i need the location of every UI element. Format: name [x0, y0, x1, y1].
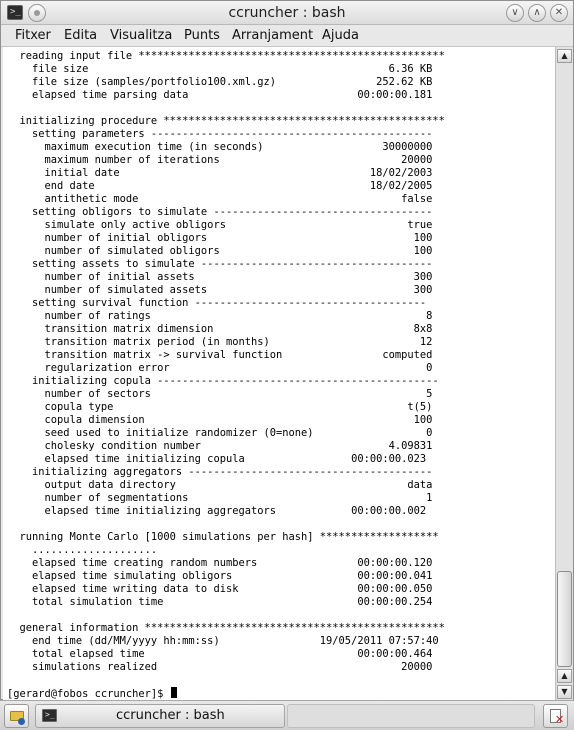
- terminal-line: number of initial obligors 100: [7, 232, 433, 244]
- terminal-line: initializing aggregators ---------------------------------------: [7, 466, 433, 478]
- terminal-line: transition matrix dimension 8x8: [7, 323, 433, 335]
- menu-bar: [1, 25, 573, 47]
- menu-edita[interactable]: Edita: [64, 28, 98, 43]
- terminal-line: [7, 609, 445, 622]
- taskbar: [0, 700, 574, 730]
- terminal-line: number of simulated obligors 100: [7, 245, 433, 257]
- terminal-line: initializing copula ---------------------------------------------: [7, 375, 439, 387]
- taskbar-empty-slot: [287, 704, 535, 728]
- terminal-line: elapsed time initializing copula 00:00:00.023: [7, 453, 427, 465]
- terminal-icon: [42, 709, 57, 722]
- scrollbar-thumb[interactable]: [557, 571, 572, 667]
- terminal-line: elapsed time creating random numbers 00:00:00.120: [7, 557, 433, 569]
- terminal-line: initial date 18/02/2003: [7, 167, 433, 179]
- maximize-button[interactable]: ∧: [528, 4, 546, 22]
- scroll-up-secondary-icon[interactable]: ▲: [557, 669, 572, 683]
- menu-ajuda[interactable]: Ajuda: [322, 28, 359, 43]
- terminal-line: seed used to initialize randomizer (0=none) 0: [7, 427, 433, 439]
- terminal-line: file size 6.36 KB: [7, 63, 433, 75]
- terminal-line: setting obligors to simulate -----------------------------------: [7, 206, 433, 218]
- taskbar-item-terminal[interactable]: [35, 704, 285, 728]
- terminal-line: [7, 674, 445, 687]
- terminal-line: [7, 518, 445, 531]
- terminal-line: number of ratings 8: [7, 310, 433, 322]
- terminal-line: transition matrix -> survival function computed: [7, 349, 433, 361]
- terminal-line: file size (samples/portfolio100.xml.gz) 252.62 KB: [7, 76, 433, 88]
- terminal-line: maximum execution time (in seconds) 30000000: [7, 141, 433, 153]
- application-launcher-button[interactable]: [4, 704, 29, 728]
- scroll-down-icon[interactable]: ▼: [557, 685, 572, 699]
- terminal-line: copula dimension 100: [7, 414, 433, 426]
- terminal-line: setting assets to simulate -------------------------------------: [7, 258, 433, 270]
- shell-prompt: [gerard@fobos ccruncher]$: [7, 688, 170, 700]
- terminal-line: simulate only active obligors true: [7, 219, 433, 231]
- terminal-prompt-line: [7, 687, 445, 700]
- terminal-line: transition matrix period (in months) 12: [7, 336, 433, 348]
- terminal-line: setting parameters ---------------------------------------------: [7, 128, 433, 140]
- terminal-line: initializing procedure *********************************************: [7, 115, 445, 127]
- terminal-line: end date 18/02/2005: [7, 180, 433, 192]
- terminal-line: elapsed time writing data to disk 00:00:00.050: [7, 583, 433, 595]
- taskbar-item-label: ccruncher : bash: [116, 708, 225, 723]
- terminal-line: total elapsed time 00:00:00.464: [7, 648, 433, 660]
- terminal-line: maximum number of iterations 20000: [7, 154, 433, 166]
- terminal-line: simulations realized 20000: [7, 661, 433, 673]
- terminal-text: [7, 50, 445, 700]
- terminal-line: [7, 102, 445, 115]
- title-bar[interactable]: [1, 1, 573, 25]
- terminal-icon-glyph: >_: [45, 710, 55, 719]
- terminal-line: number of simulated assets 300: [7, 284, 433, 296]
- terminal-line: elapsed time parsing data 00:00:00.181: [7, 89, 433, 101]
- launcher-badge-icon: [18, 718, 25, 725]
- close-button[interactable]: ✕: [550, 4, 568, 22]
- menu-fitxer[interactable]: Fitxer: [15, 28, 51, 43]
- window-title: ccruncher : bash: [228, 5, 346, 21]
- scroll-up-icon[interactable]: ▲: [557, 49, 572, 63]
- minimize-button[interactable]: ∨: [506, 4, 524, 22]
- terminal-line: antithetic mode false: [7, 193, 433, 205]
- terminal-line: elapsed time simulating obligors 00:00:00.041: [7, 570, 433, 582]
- text-cursor: [171, 687, 177, 698]
- terminal-line: regularization error 0: [7, 362, 433, 374]
- terminal-line: setting survival function -------------------------------------: [7, 297, 427, 309]
- terminal-line: total simulation time 00:00:00.254: [7, 596, 433, 608]
- terminal-app-icon-glyph: >_: [10, 7, 21, 17]
- terminal-line: reading input file *************************************************: [7, 50, 445, 62]
- terminal-line: ....................: [7, 544, 158, 556]
- terminal-line: number of segmentations 1: [7, 492, 433, 504]
- menu-arranjament[interactable]: Arranjament: [232, 28, 314, 43]
- terminal-line: general information ************************************************: [7, 622, 445, 634]
- keep-above-button[interactable]: [28, 4, 46, 22]
- terminal-line: end time (dd/MM/yyyy hh:mm:ss) 19/05/2011 07:57:40: [7, 635, 439, 647]
- terminal-output[interactable]: [3, 47, 555, 701]
- terminal-line: elapsed time initializing aggregators 00:00:00.002: [7, 505, 427, 517]
- tray-close-button[interactable]: [543, 704, 568, 728]
- menu-visualitza[interactable]: Visualitza: [110, 28, 173, 43]
- close-red-icon: ✕: [555, 713, 565, 726]
- terminal-line: output data directory data: [7, 479, 433, 491]
- menu-punts[interactable]: Punts: [184, 28, 220, 43]
- terminal-line: running Monte Carlo [1000 simulations per hash] *******************: [7, 531, 439, 543]
- vertical-scrollbar[interactable]: [555, 47, 573, 701]
- terminal-line: copula type t(5): [7, 401, 433, 413]
- terminal-app-icon[interactable]: [7, 5, 23, 20]
- terminal-line: cholesky condition number 4.09831: [7, 440, 433, 452]
- terminal-line: number of initial assets 300: [7, 271, 433, 283]
- terminal-line: number of sectors 5: [7, 388, 433, 400]
